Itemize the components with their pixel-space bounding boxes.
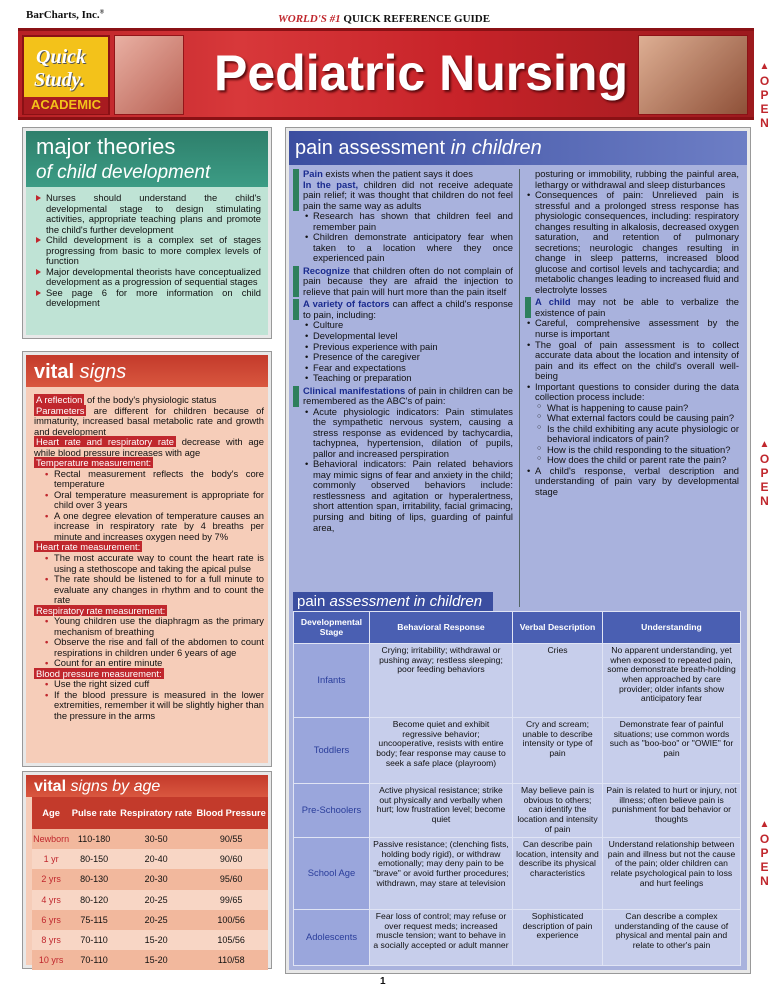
table-row: 4 yrs 80-120 20-25 99/65 [32, 890, 268, 910]
pain-assessment-panel [286, 128, 750, 973]
vital-signs-by-age-title: vital signs by age [34, 778, 161, 795]
table-row: 8 yrs 70-110 15-20 105/56 [32, 930, 268, 950]
top-bar [0, 0, 773, 26]
table-row: Pre-Schoolers Active physical resistance; strike out physically and verbally when hurt; low frustration level; become quiet May believe pain is obvious to others; can identify the location and intensity of pain Pain is related to hurt or injury, not illness; often believe pain is punishment for bad behavior or thoughts [294, 784, 741, 838]
list-item: Child development is a complex set of stages progressing from basic to more complex levels of function [36, 235, 261, 267]
vital-signs-by-age-panel [23, 772, 271, 968]
open-tab-bottom: ▲ O P E N [759, 819, 770, 888]
title-banner [18, 28, 754, 120]
theories-panel [23, 128, 271, 338]
quick-study-logo: Quick Study. ACADEMIC [22, 35, 110, 115]
column-divider [519, 169, 520, 607]
table-row: 1 yr 80-150 20-40 90/60 [32, 849, 268, 869]
banner-photo-left [114, 35, 184, 115]
publisher-name: BarCharts, Inc.® [26, 9, 105, 21]
table-row: School Age Passive resistance; (clenching fists, holding body rigid), or withdraw emotionally; may deny pain to be "brave" or avoid further procedures; withdrawn, may stare at television Can describe pain location, intensity and describe its physical characteristics Understand relationship between pain and illness but not the cause of the pain; older children can relate psychological pain to loss and hurt feelings [294, 838, 741, 910]
banner-photo-right [638, 35, 748, 115]
page-number: 1 [380, 976, 386, 987]
table-row: Newborn 110-180 30-50 90/55 [32, 829, 268, 849]
pain-column-left: Pain exists when the patient says it does In the past, children did not receive adequate pain relief; it was thought that children do not feel pain the same way as adults • Research has shown that children feel and remember pain • Children demonstrate anticipatory fear when taken to a location where they once experienced pain Recognize that children often do not complain of pain because they are afraid the injection to relieve that pain will hurt more than the pain itself A variety of factors can affect a child's response to pain, including: • Culture • Developmental level • Previous experience with pain • Presence of the caregiver • Fear and expectations • Teaching or preparation Clinical manifestations of pain in children can be remembered as the ABC's of pain: • Acute physiologic indicators: Pain stimulates the sympathetic nervous system, causing a stress response as evidenced by tachycardia, tachypnea, hypertension, dilation of pupils, pallor and increased perspiration • Behavioral indicators: Pain related behaviors may mimic signs of fear and anxiety in the child; commonly observed behaviors include: restlessness and agitation or hyperalertness, short attention span, irritability, facial grimacing, pursing and biting of lips, guarding of painful area, [293, 169, 513, 533]
guide-tagline: WORLD'S #1 QUICK REFERENCE GUIDE [278, 13, 491, 25]
table-row: Toddlers Become quiet and exhibit regressive behavior; uncooperative, resists with entire body; fear response may cause to seek a safe place (playroom) Cry and scream; unable to describe intensity or type of pain Demonstrate fear of painful situations; use common words such as "boo-boo" or "OWIE" for pain [294, 718, 741, 784]
theories-list [36, 193, 261, 309]
table-row: Adolescents Fear loss of control; may refuse or over request meds; increased muscle tension; want to behave in a socially accepted or adult manner Sophisticated description of pain experience Can describe a complex understanding of the cause of physical and mental pain and relate to other's pain [294, 910, 741, 966]
list-item: See page 6 for more information on child development [36, 288, 261, 309]
table-row: Infants Crying; irritability; withdrawal or pushing away; restless sleeping; poor feeding behaviors Cries No apparent understanding, yet when exposed to repeated pain, some demonstrate breath-holding when approached by care provider; older infants show anticipatory fear [294, 644, 741, 718]
pain-assessment-table: Developmental Stage Behavioral Response Verbal Description Understanding Infants Crying; irritability; withdrawal or pushing away; restless sleeping; poor feeding behaviors Cries No apparent understanding, yet when exposed to repeated pain, some demonstrate breath-holding when approached by care provider; older infants show anticipatory fear Toddlers Become quiet and exhibit regressive behavior; uncooperative, resists with entire body; fear response may cause to seek a safe place (playroom) Cry and scream; unable to describe intensity or type of pain Demonstrate fear of painful situations; use common words such as "boo-boo" or "OWIE" for pain Pre-Schoolers Active physical resistance; strike out physically and verbally when hurt; low frustration level; become quiet May believe pain is obvious to others; can identify the location and intensity of pain Pain is related to hurt or injury, not illness; often believe pain is punishment for bad behavior or thoughts School Age Passive resistance; (clenching fists, holding body rigid), or withdraw emotionally; may deny pain to be "brave" or avoid further procedures; withdrawn, may stare at television Can describe pain location, intensity and describe its physical characteristics Understand relationship between pain and illness but not the cause of the pain; older children can relate psychological pain to loss and hurt feelings Adolescents Fear loss of control; may refuse or over request meds; increased muscle tension; want to behave in a socially accepted or adult manner Sophisticated description of pain experience Can describe a complex understanding of the cause of physical and mental pain and relate to other's pain [293, 611, 741, 966]
theories-header: major theories of child development [26, 131, 268, 187]
vital-signs-panel [23, 352, 271, 766]
list-item: Nurses should understand the child's developmental stage to design stimulating activities, appropriate teaching plans and promote the child's further development [36, 193, 261, 235]
page-title: Pediatric Nursing [214, 45, 628, 101]
pain-column-right: posturing or immobility, rubbing the painful area, lethargy or withdrawal and sleep disturbances • Consequences of pain: Unrelieved pain is stressful and a prolonged stress response has physiologic consequences, including: respiratory changes resulting in alkalosis, decreased oxygen saturation, and retention of pulmonary secretions; neurologic changes resulting in change in sleep patterns, increased blood glucose and cortisol levels and tachycardia; and metabolic changes leading to increased fluid and electrolyte losses A child may not be able to verbalize the existence of pain • Careful, comprehensive assessment by the nurse is important • The goal of pain assessment is to collect accurate data about the location and intensity of pain and its effect on the child's overall well-being • Important questions to consider during the data collection process include: ○ What is happening to cause pain? ○ What external factors could be causing pain? ○ Is the child exhibiting any acute physiologic or behavioral indicators of pain? ○ How is the child responding to the situation? ○ How does the child or parent rate the pain? • A child's response, verbal description and understanding of pain vary by developmental stage [525, 169, 739, 497]
list-item: Major developmental theorists have conceptualized development as a progression of sequential stages [36, 267, 261, 288]
table-row: 6 yrs 75-115 20-25 100/56 [32, 910, 268, 930]
table-row: 2 yrs 80-130 20-30 95/60 [32, 869, 268, 889]
table-row: 10 yrs 70-110 15-20 110/58 [32, 950, 268, 970]
open-tab-middle: ▲ O P E N [759, 439, 770, 508]
vital-signs-body: A reflection of the body's physiologic status Parameters are different for children because of immaturity, increased basal metabolic rate and growth and development Heart rate and respiratory rate decrease with age while blood pressure increases with age Temperature measurement: • Rectal measurement reflects the body's core temperature • Oral temperature measurement is appropriate for child over 3 years • A one degree elevation of temperature causes an increase in respiratory rate by 4 breaths per minute and increases oxygen need by 7% Heart rate measurement: • The most accurate way to count the heart rate is using a stethoscope and taking the apical pulse • The rate should be listened to for a full minute to evaluate any changes in rhythm and to count the rate Respiratory rate measurement: • Young children use the diaphragm as the primary mechanism of breathing • Observe the rise and fall of the abdomen to count respirations in children under 6 years of age • Count for an entire minute Blood pressure measurement: • Use the right sized cuff • If the blood pressure is measured in the lower extremities, remember it will be slightly higher than the pressure in the arms [34, 395, 264, 721]
pain-table-title: pain assessment in children [293, 592, 493, 612]
pain-assessment-title: pain assessment in children [295, 137, 542, 159]
vital-signs-table: Age Pulse rate Respiratory rate Blood Pressure Newborn 110-180 30-50 90/55 1 yr 80-150 20-40 90/60 2 yrs 80-130 20-30 95/60 4 yrs 80-120 20-25 99/65 6 yrs 75-115 20-25 100/56 8 yrs 70-110 15-20 105/56 10 yrs 70-110 15-20 110/58 [32, 797, 268, 970]
open-tab-top: ▲ O P E N [759, 61, 770, 130]
vital-signs-title: vital signs [34, 361, 127, 383]
